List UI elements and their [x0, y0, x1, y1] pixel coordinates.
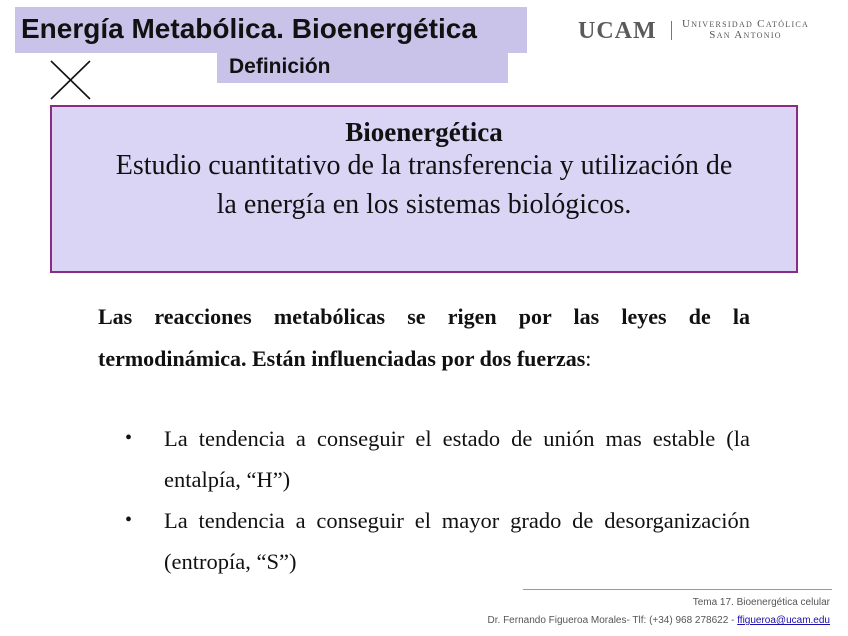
ucam-logo [578, 18, 828, 44]
definition-term: Bioenergética [345, 117, 503, 147]
list-item-text: La tendencia a conseguir el mayor grado de desorganización (entropía, “S”) [164, 508, 750, 574]
definition-box [50, 105, 798, 273]
cross-mark-icon [50, 60, 92, 100]
definition-text: Estudio cuantitativo de la transferencia y utilización de la energía en los sistemas biológicos. [115, 150, 733, 220]
slide-title: Energía Metabólica. Bioenergética [15, 7, 527, 53]
intro-paragraph [98, 296, 750, 380]
list-item [98, 418, 750, 500]
bullet-list [98, 418, 750, 582]
slide-subtitle: Definición [217, 50, 508, 83]
bullet-icon: • [125, 509, 133, 531]
footer-contact [488, 615, 830, 626]
bullet-icon: • [125, 427, 133, 449]
logo-name [682, 19, 809, 41]
logo-name-line1: Universidad Católica [682, 18, 810, 30]
logo-mark: UCAM [578, 18, 657, 44]
intro-bold-text: Las reacciones metabólicas se rigen por las leyes de la termodinámica. Están influenciadas por dos fuerzas [98, 304, 750, 371]
footer-divider [523, 589, 832, 590]
list-item [98, 500, 750, 582]
footer-topic: Tema 17. Bioenergética celular [692, 597, 830, 608]
logo-name-line2: San Antonio [709, 29, 782, 41]
intro-colon: : [585, 346, 592, 371]
list-item-text: La tendencia a conseguir el estado de unión mas estable (la entalpía, “H”) [164, 426, 750, 492]
email-link[interactable]: ffigueroa@ucam.edu [737, 615, 830, 626]
footer-contact-text: Dr. Fernando Figueroa Morales- Tlf: (+34) 968 278622 - [487, 615, 738, 626]
logo-separator [671, 21, 672, 40]
